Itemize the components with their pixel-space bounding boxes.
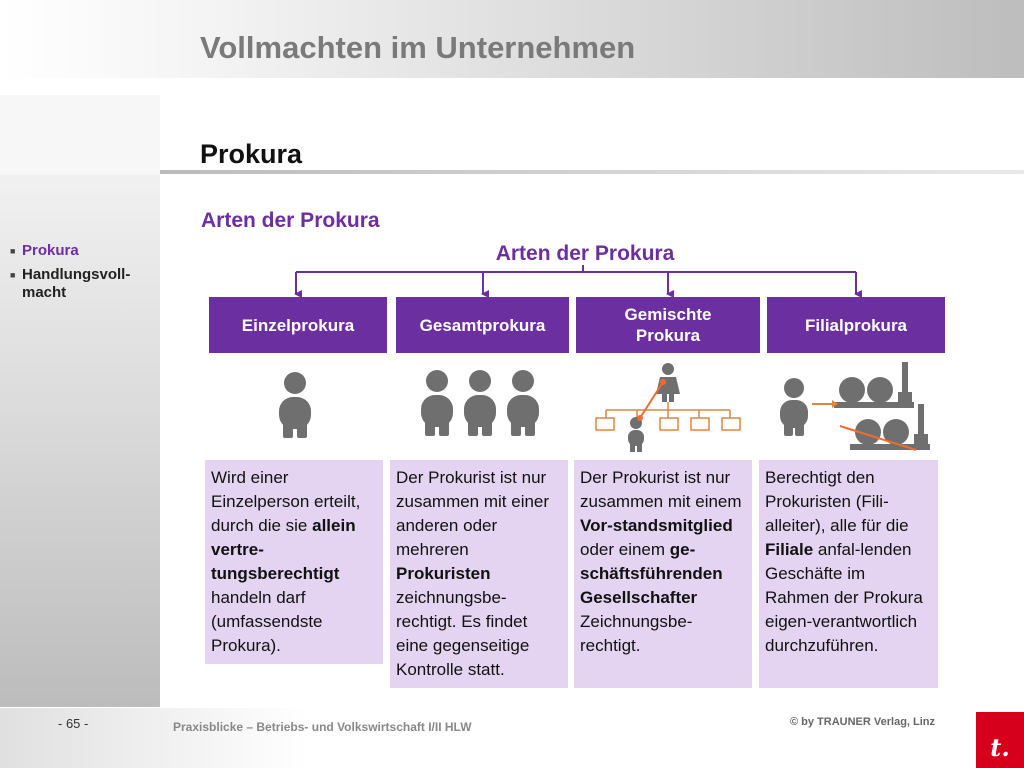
- desc-text: Zeichnungsbe-rechtigt.: [580, 612, 693, 655]
- desc-text: Wird einer Einzelperson erteilt, durch die sie: [211, 468, 361, 535]
- page-number: - 65 -: [58, 716, 89, 731]
- box-filialprokura: Filialprokura: [767, 297, 945, 353]
- footer-text: Praxisblicke – Betriebs- und Volkswirtschaft I/II HLW: [173, 720, 472, 734]
- desc-emphasis: Prokuristen: [396, 564, 491, 583]
- desc-text: Berechtigt den Prokuristen (Fili-alleiter), alle für die: [765, 468, 909, 535]
- desc-emphasis: Filiale: [765, 540, 814, 559]
- branch-factory-icon: [776, 360, 946, 456]
- box-einzelprokura: Einzelprokura: [209, 297, 387, 353]
- single-person-icon: [270, 370, 320, 442]
- publisher-logo: t.: [976, 712, 1024, 768]
- desc-text: zeichnungsbe-rechtigt. Es findet eine gegenseitige Kontrolle statt.: [396, 588, 530, 679]
- desc-filialprokura: [759, 460, 938, 688]
- desc-text: handeln darf (umfassendste Prokura).: [211, 588, 323, 655]
- subtitle: Arten der Prokura: [201, 209, 380, 232]
- desc-text: oder einem: [580, 540, 670, 559]
- diagram-title: Arten der Prokura: [495, 242, 675, 265]
- square-bullet-icon: ■: [10, 246, 16, 256]
- desc-einzelprokura: [205, 460, 383, 664]
- box-gesamtprokura: Gesamtprokura: [396, 297, 569, 353]
- org-chart-icon: [590, 360, 750, 454]
- desc-text: anfal-lenden Geschäfte im Rahmen der Prokura eigen-verantwortlich durchzuführen.: [765, 540, 923, 655]
- desc-emphasis: Vor-standsmitglied: [580, 516, 733, 535]
- page-title: Vollmachten im Unternehmen: [200, 30, 636, 65]
- desc-emphasis: allein vertre-tungsberechtigt: [211, 516, 356, 583]
- desc-text: Der Prokurist ist nur zusammen mit einer anderen oder mehreren: [396, 468, 550, 559]
- sidebar-item-label: Handlungsvoll-macht: [22, 266, 131, 301]
- square-bullet-icon: ■: [10, 270, 16, 280]
- copyright: © by TRAUNER Verlag, Linz: [790, 716, 936, 728]
- desc-text: Der Prokurist ist nur zusammen mit einem: [580, 468, 742, 511]
- desc-gesamtprokura: [390, 460, 568, 688]
- sidebar-item-label: Prokura: [22, 242, 79, 259]
- desc-gemischte-prokura: [574, 460, 752, 688]
- three-persons-icon: [418, 368, 546, 440]
- section-title: Prokura: [200, 139, 303, 169]
- desc-emphasis: ge-schäftsführenden Gesellschafter: [580, 540, 723, 607]
- box-gemischte-prokura: Gemischte Prokura: [576, 297, 760, 353]
